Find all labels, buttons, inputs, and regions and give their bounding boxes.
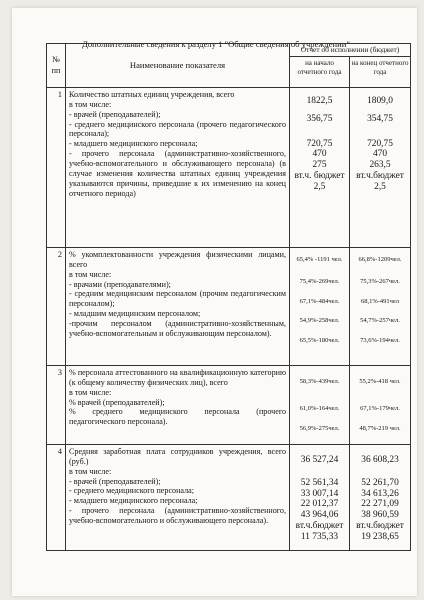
value: 2,5 <box>374 181 386 192</box>
value-start <box>290 248 350 366</box>
header-num-line2: пп <box>51 65 61 75</box>
table-row-1 <box>47 88 411 248</box>
value: 38 960,59 <box>361 510 399 521</box>
value: 19 238,65 <box>361 531 399 542</box>
value: 55,2%-418 чел. <box>359 378 401 385</box>
value: 65,4% -1191 чел. <box>296 256 343 263</box>
header-end: на конец отчетного года <box>350 57 411 88</box>
value: 470 <box>372 149 388 160</box>
value: 48,7%-219 чел. <box>359 424 401 432</box>
value: 36 608,23 <box>361 455 399 465</box>
value-start <box>290 88 350 248</box>
table-row-2 <box>47 248 411 366</box>
indicator-line: - младшего медицинского персонала; <box>69 496 198 506</box>
header-start: на начало отчетного года <box>290 57 350 88</box>
row-number: 2 <box>47 248 66 366</box>
indicator-line: - средним медицинским персоналом (прочим педагогическим персоналом); <box>69 289 286 309</box>
value: 1809,0 <box>367 96 393 106</box>
header-num-line1: № <box>52 54 60 64</box>
value: 52 561,34 <box>300 477 339 488</box>
value: 22 012,37 <box>300 499 339 510</box>
indicators-table <box>46 43 411 551</box>
row-indicator <box>66 366 290 445</box>
value-end <box>350 366 411 445</box>
value-end <box>350 88 411 248</box>
header-num <box>47 44 66 88</box>
value: 275 <box>312 160 327 171</box>
value: 354,75 <box>367 113 393 124</box>
value: вт.ч.бюджет <box>295 521 344 532</box>
row-indicator <box>66 248 290 366</box>
indicator-line: - среднего медицинского персонала; <box>69 486 194 496</box>
document-title: Дополнительные сведения к разделу 1 "Общие сведения об учреждении" <box>82 39 350 49</box>
value: 67,1%-179чел. <box>360 404 400 412</box>
value: 22 271,09 <box>361 499 399 510</box>
value: 1822,5 <box>306 96 333 106</box>
value: 54,9%-258чел. <box>299 317 340 325</box>
indicator-line: - среднего медицинского персонала (прочего педагогического персонала); <box>69 119 286 139</box>
value-end <box>350 248 411 366</box>
indicator-line: Средняя заработная плата сотрудников учреждения, всего (руб.) <box>69 447 286 466</box>
value: 52 261,70 <box>361 477 399 488</box>
indicator-line: Количество штатных единиц учреждения, всего <box>69 90 235 99</box>
header-name: Наименование показателя <box>66 44 290 88</box>
header-row-1 <box>47 44 411 57</box>
value: вт.ч.бюджет <box>356 521 404 532</box>
indicator-line: % персонала аттестованного на квалификационную категорию (к общему количеству физических лиц), всего <box>69 368 286 387</box>
value: 73,6%-194чел. <box>360 337 400 345</box>
indicator-line: в том числе: <box>69 466 112 476</box>
table-row-3 <box>47 366 411 445</box>
indicator-line: в том числе: <box>69 387 112 397</box>
indicator-line: % укомплектованности учреждения физическими лицами, всего <box>69 250 286 269</box>
row-number: 4 <box>47 445 66 551</box>
value: 43 964,06 <box>300 510 339 521</box>
indicator-line: в том числе: <box>69 99 112 109</box>
value: 75,4%-269чел. <box>299 277 340 285</box>
value: 56,9%-275чел. <box>299 424 340 432</box>
value: 33 007,14 <box>300 488 339 499</box>
value-start <box>290 445 350 551</box>
indicator-line: -прочим персоналом (административно-хозяйственным, учебно-вспомогательным и обслуживающим персоналом). <box>69 319 286 338</box>
indicator-line: - врачами (преподавателями); <box>69 279 171 289</box>
row-indicator <box>66 88 290 248</box>
value: вт.ч. бюджет <box>294 171 345 182</box>
row-number: 3 <box>47 366 66 445</box>
value-end <box>350 445 411 551</box>
indicator-line: - младшего медицинского персонала; <box>69 139 198 149</box>
value: 2,5 <box>313 181 326 192</box>
value: 720,75 <box>367 138 393 149</box>
indicator-line: - врачей (преподавателей); <box>69 109 161 119</box>
indicator-line: - прочего персонала (административно-хозяйственного, учебно-вспомогательного и обслуживающего персонала). <box>69 506 286 526</box>
indicator-line: % врачей (преподавателей); <box>69 397 165 407</box>
row-number: 1 <box>47 88 66 248</box>
value: 356,75 <box>306 113 333 124</box>
table-row-4 <box>47 445 411 551</box>
value: 75,3%-267чел. <box>360 277 400 285</box>
indicator-line: - врачей (преподавателей); <box>69 476 161 486</box>
value: 36 527,24 <box>300 455 339 465</box>
value: 720,75 <box>306 138 333 149</box>
value: 65,5%-180чел. <box>299 337 340 345</box>
value: 68,1%-491чел <box>360 297 400 305</box>
value: 61,0%-164чел. <box>299 404 340 412</box>
value: 34 613,26 <box>361 488 399 499</box>
value: 54,7%-257чел. <box>360 317 400 325</box>
header-report: Отчет об исполнении (бюджет) <box>290 44 411 57</box>
value: 263,5 <box>369 160 391 171</box>
value: вт.ч.бюджет <box>356 171 404 182</box>
value: 58,3%-439чел. <box>299 378 340 385</box>
value: 66,8%-1209чел. <box>358 256 402 263</box>
value: 67,1%-484чел. <box>299 297 340 305</box>
indicator-line: % среднего медицинского персонала (прочего педагогического персонала). <box>69 407 286 427</box>
indicator-line: - прочего персонала (административно-хозяйственного, учебно-вспомогательного и обслуживающего персонала) (в случае изменения количества штатных единиц учреждения указываются причины, приведшие к их изменению на конец отчетного периода) <box>69 149 286 198</box>
row-indicator <box>66 445 290 551</box>
value: 11 735,33 <box>300 531 339 542</box>
indicator-line: в том числе: <box>69 269 112 279</box>
value: 470 <box>312 149 327 160</box>
indicator-line: - младшим медицинским персоналом; <box>69 309 201 319</box>
value-start <box>290 366 350 445</box>
